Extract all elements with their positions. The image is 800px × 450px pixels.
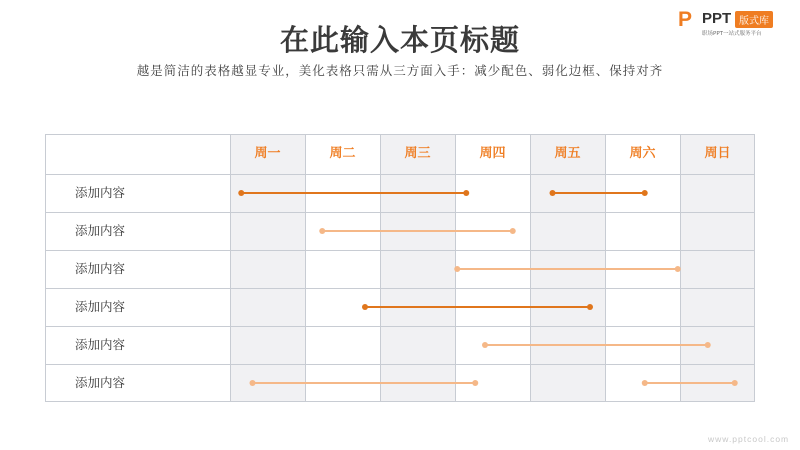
row-label: 添加内容: [75, 223, 126, 238]
day-header: 周一: [254, 146, 281, 161]
task-start-dot: [238, 190, 244, 196]
task-end-dot: [463, 190, 469, 196]
logo-tagline: 职场PPT一站式服务平台: [702, 31, 762, 37]
logo-badge: 版式库: [735, 11, 773, 28]
row-label: 添加内容: [75, 261, 126, 276]
task-start-dot: [362, 304, 368, 310]
task-start-dot: [319, 228, 325, 234]
page-subtitle: 越是简洁的表格越显专业，美化表格只需从三方面入手：减少配色、弱化边框、保持对齐: [136, 63, 664, 78]
task-end-dot: [510, 228, 516, 234]
row-label: 添加内容: [75, 185, 126, 200]
task-end-dot: [705, 342, 711, 348]
task-start-dot: [454, 266, 460, 272]
task-bars: [45, 134, 755, 402]
page-title: 在此输入本页标题: [279, 23, 520, 57]
day-header: 周三: [404, 146, 431, 161]
day-header: 周日: [704, 146, 731, 161]
watermark: www.pptcool.com: [708, 434, 790, 444]
brand-logo[interactable]: [678, 8, 796, 38]
task-end-dot: [642, 190, 648, 196]
day-header: 周六: [629, 146, 656, 161]
task-start-dot: [482, 342, 488, 348]
logo-name: PPT: [702, 10, 732, 27]
day-header: 周五: [554, 146, 581, 161]
day-header: 周四: [479, 146, 506, 161]
task-start-dot: [550, 190, 556, 196]
task-end-dot: [675, 266, 681, 272]
task-start-dot: [642, 380, 648, 386]
gantt-table: [45, 134, 755, 402]
day-header: 周二: [329, 146, 356, 161]
task-start-dot: [250, 380, 256, 386]
task-end-dot: [587, 304, 593, 310]
task-end-dot: [472, 380, 478, 386]
row-label: 添加内容: [75, 375, 126, 390]
row-label: 添加内容: [75, 299, 126, 314]
task-end-dot: [732, 380, 738, 386]
logo-mark: P: [678, 8, 693, 31]
row-label: 添加内容: [75, 337, 126, 352]
